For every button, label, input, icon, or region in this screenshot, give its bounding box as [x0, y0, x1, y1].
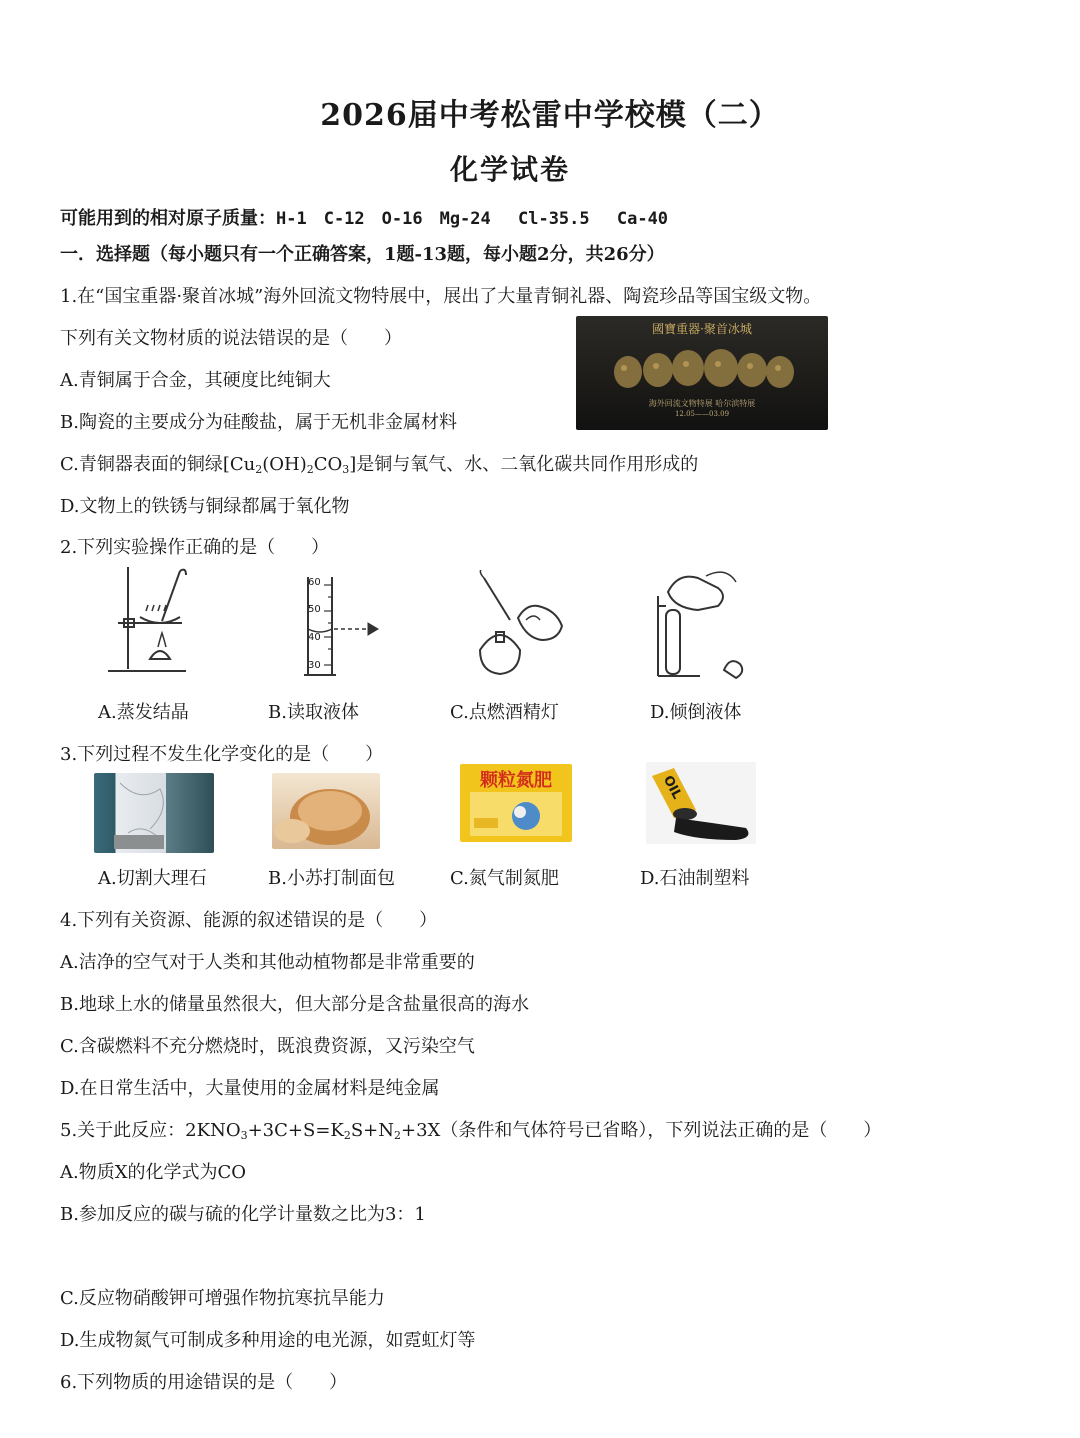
q4-option-a: A.洁净的空气对于人类和其他动植物都是非常重要的: [60, 952, 475, 973]
marble-photo: [94, 773, 214, 853]
q5-stem-m2: S+N: [350, 1120, 395, 1141]
poster-date: 12.05——03.09: [674, 410, 730, 418]
q2-option-c: C.点燃酒精灯: [450, 702, 559, 723]
alcohol-lamp-figure: [470, 570, 570, 680]
cylinder-tick-50: 50: [308, 604, 321, 615]
q2-option-b: B.读取液体: [268, 702, 359, 723]
atomic-masses-label: 可能用到的相对原子质量：: [60, 208, 276, 229]
q4-stem: 4.下列有关资源、能源的叙述错误的是（ ）: [60, 910, 438, 931]
q1-c-sub2: 2: [306, 463, 314, 476]
q3-stem: 3.下列过程不发生化学变化的是（ ）: [60, 744, 384, 765]
q5-stem: [60, 1116, 881, 1142]
q5-option-b: B.参加反应的碳与硫的化学计量数之比为3：1: [60, 1204, 426, 1225]
q1-c-post: ]是铜与氧气、水、二氧化碳共同作用形成的: [349, 454, 699, 475]
q5-option-a: A.物质X的化学式为CO: [60, 1162, 247, 1183]
q2-stem: 2.下列实验操作正确的是（ ）: [60, 537, 330, 558]
poster-footer: 海外回流文物特展 哈尔滨特展: [648, 399, 756, 408]
q5-option-c: C.反应物硝酸钾可增强作物抗寒抗旱能力: [60, 1288, 385, 1309]
q1-c-mid: (OH): [262, 454, 307, 475]
q2-option-a: A.蒸发结晶: [98, 702, 189, 723]
q1-c-pre: C.青铜器表面的铜绿[Cu: [60, 454, 256, 475]
q5-sub3: 2: [394, 1129, 402, 1142]
q5-stem-m1: +3C+S=K: [247, 1120, 344, 1141]
q1-c-mid2: CO: [313, 454, 343, 475]
q1-stem: 1.在“国宝重器·聚首冰城”海外回流文物特展中，展出了大量青铜礼器、陶瓷珍品等国宝级文物。: [60, 286, 822, 307]
fertilizer-bag-photo: [460, 764, 572, 842]
q3-option-a: A.切割大理石: [98, 868, 207, 889]
q5-sub1: 3: [240, 1129, 248, 1142]
bread-shape: [272, 773, 380, 849]
graduated-cylinder-figure: [290, 575, 390, 679]
exam-title: 2026届中考松雷中学校模（二）: [320, 98, 780, 133]
q1-stem-2: 下列有关文物材质的说法错误的是（ ）: [60, 328, 402, 349]
q1-option-d: D.文物上的铁锈与铜绿都属于氧化物: [60, 496, 350, 517]
q1-option-a: A.青铜属于合金，其硬度比纯铜大: [60, 370, 331, 391]
pouring-liquid-figure: [650, 566, 760, 686]
evaporation-apparatus-figure: [100, 565, 190, 677]
q1-c-sub3: 3: [342, 463, 350, 476]
fertilizer-label: 颗粒氮肥: [480, 770, 552, 791]
section-heading: 一．选择题（每小题只有一个正确答案，1题-13题，每小题2分，共26分）: [60, 244, 665, 265]
q1-c-sub1: 2: [255, 463, 263, 476]
q4-option-d: D.在日常生活中，大量使用的金属材料是纯金属: [60, 1078, 440, 1099]
oil-barrel-art: [646, 762, 756, 844]
oil-label: OIL: [659, 773, 685, 802]
q3-option-b: B.小苏打制面包: [268, 868, 395, 889]
q1-option-b: B.陶瓷的主要成分为硅酸盐，属于无机非金属材料: [60, 412, 457, 433]
cylinder-tick-60: 60: [308, 577, 321, 588]
cylinder-tick-30: 30: [308, 660, 321, 671]
q4-option-b: B.地球上水的储量虽然很大，但大部分是含盐量很高的海水: [60, 994, 529, 1015]
atomic-masses-values: H-1 C-12 O-16 Mg-24 Cl-35.5 Ca-40: [276, 209, 669, 229]
q2-option-d: D.倾倒液体: [650, 702, 742, 723]
q3-option-d: D.石油制塑料: [640, 868, 750, 889]
q5-stem-pre: 5.关于此反应：2KNO: [60, 1120, 241, 1141]
q6-stem: 6.下列物质的用途错误的是（ ）: [60, 1372, 348, 1393]
marble-veins: [94, 773, 214, 853]
cylinder-tick-40: 40: [308, 632, 321, 643]
q5-sub2: 2: [343, 1129, 351, 1142]
q5-stem-post: +3X（条件和气体符号已省略），下列说法正确的是（ ）: [401, 1120, 882, 1141]
q4-option-c: C.含碳燃料不充分燃烧时，既浪费资源，又污染空气: [60, 1036, 475, 1057]
poster-title: 國寶重器·聚首冰城: [652, 322, 752, 336]
exhibition-poster: [576, 316, 828, 430]
q1-option-c: [60, 450, 698, 476]
exam-subtitle: 化学试卷: [449, 153, 570, 186]
q5-option-d: D.生成物氮气可制成多种用途的电光源，如霓虹灯等: [60, 1330, 476, 1351]
oil-barrel-photo: [646, 762, 756, 844]
atomic-masses: [60, 204, 668, 230]
bread-photo: [272, 773, 380, 849]
q3-option-c: C.氮气制氮肥: [450, 868, 559, 889]
